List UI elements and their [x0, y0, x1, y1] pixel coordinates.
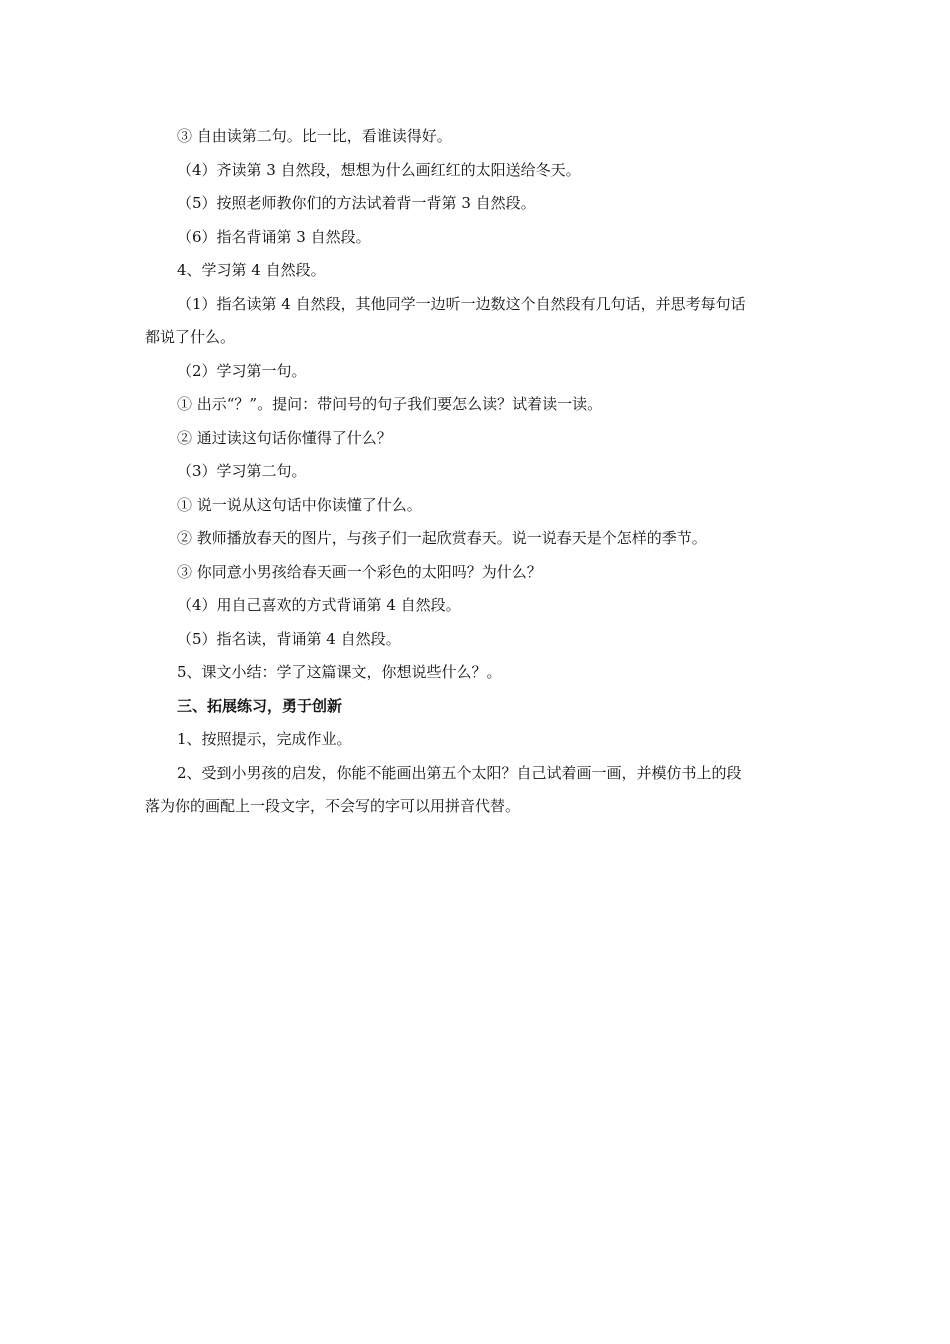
- paragraph-continuation: 都说了什么。: [145, 328, 236, 346]
- paragraph-line: （4）齐读第 3 自然段，想想为什么画红红的太阳送给冬天。: [177, 160, 581, 179]
- paragraph-line: （6）指名背诵第 3 自然段。: [177, 227, 371, 246]
- paragraph-line: ③ 自由读第二句。比一比，看谁读得好。: [177, 127, 452, 145]
- paragraph-line: 1、按照提示，完成作业。: [177, 730, 352, 748]
- document-body: [145, 120, 810, 824]
- paragraph-line: （2）学习第一句。: [177, 361, 307, 380]
- paragraph-line: （5）指名读，背诵第 4 自然段。: [177, 629, 401, 648]
- paragraph-line: ① 出示“？”。提问：带问号的句子我们要怎么读？试着读一读。: [177, 395, 603, 413]
- paragraph-line: （5）按照老师教你们的方法试着背一背第 3 自然段。: [177, 194, 536, 212]
- paragraph-line: ② 教师播放春天的图片，与孩子们一起欣赏春天。说一说春天是个怎样的季节。: [177, 529, 707, 547]
- paragraph-line: 5、课文小结：学了这篇课文，你想说些什么？。: [177, 663, 502, 681]
- paragraph-line: （4）用自己喜欢的方式背诵第 4 自然段。: [177, 596, 461, 614]
- paragraph-line: 4、学习第 4 自然段。: [177, 261, 326, 279]
- paragraph-line: ① 说一说从这句话中你读懂了什么。: [177, 495, 422, 514]
- paragraph-continuation: 落为你的画配上一段文字，不会写的字可以用拼音代替。: [145, 797, 521, 815]
- paragraph-line: 2、受到小男孩的启发，你能不能画出第五个太阳？自己试着画一画，并模仿书上的段: [177, 763, 742, 782]
- paragraph-line: （3）学习第二句。: [177, 462, 307, 480]
- paragraph-line: ② 通过读这句话你懂得了什么？: [177, 428, 392, 447]
- paragraph-line: ③ 你同意小男孩给春天画一个彩色的太阳吗？为什么？: [177, 562, 542, 581]
- section-heading: 三、拓展练习，勇于创新: [177, 696, 343, 715]
- paragraph-line: （1）指名读第 4 自然段，其他同学一边听一边数这个自然段有几句话，并思考每句话: [177, 294, 746, 313]
